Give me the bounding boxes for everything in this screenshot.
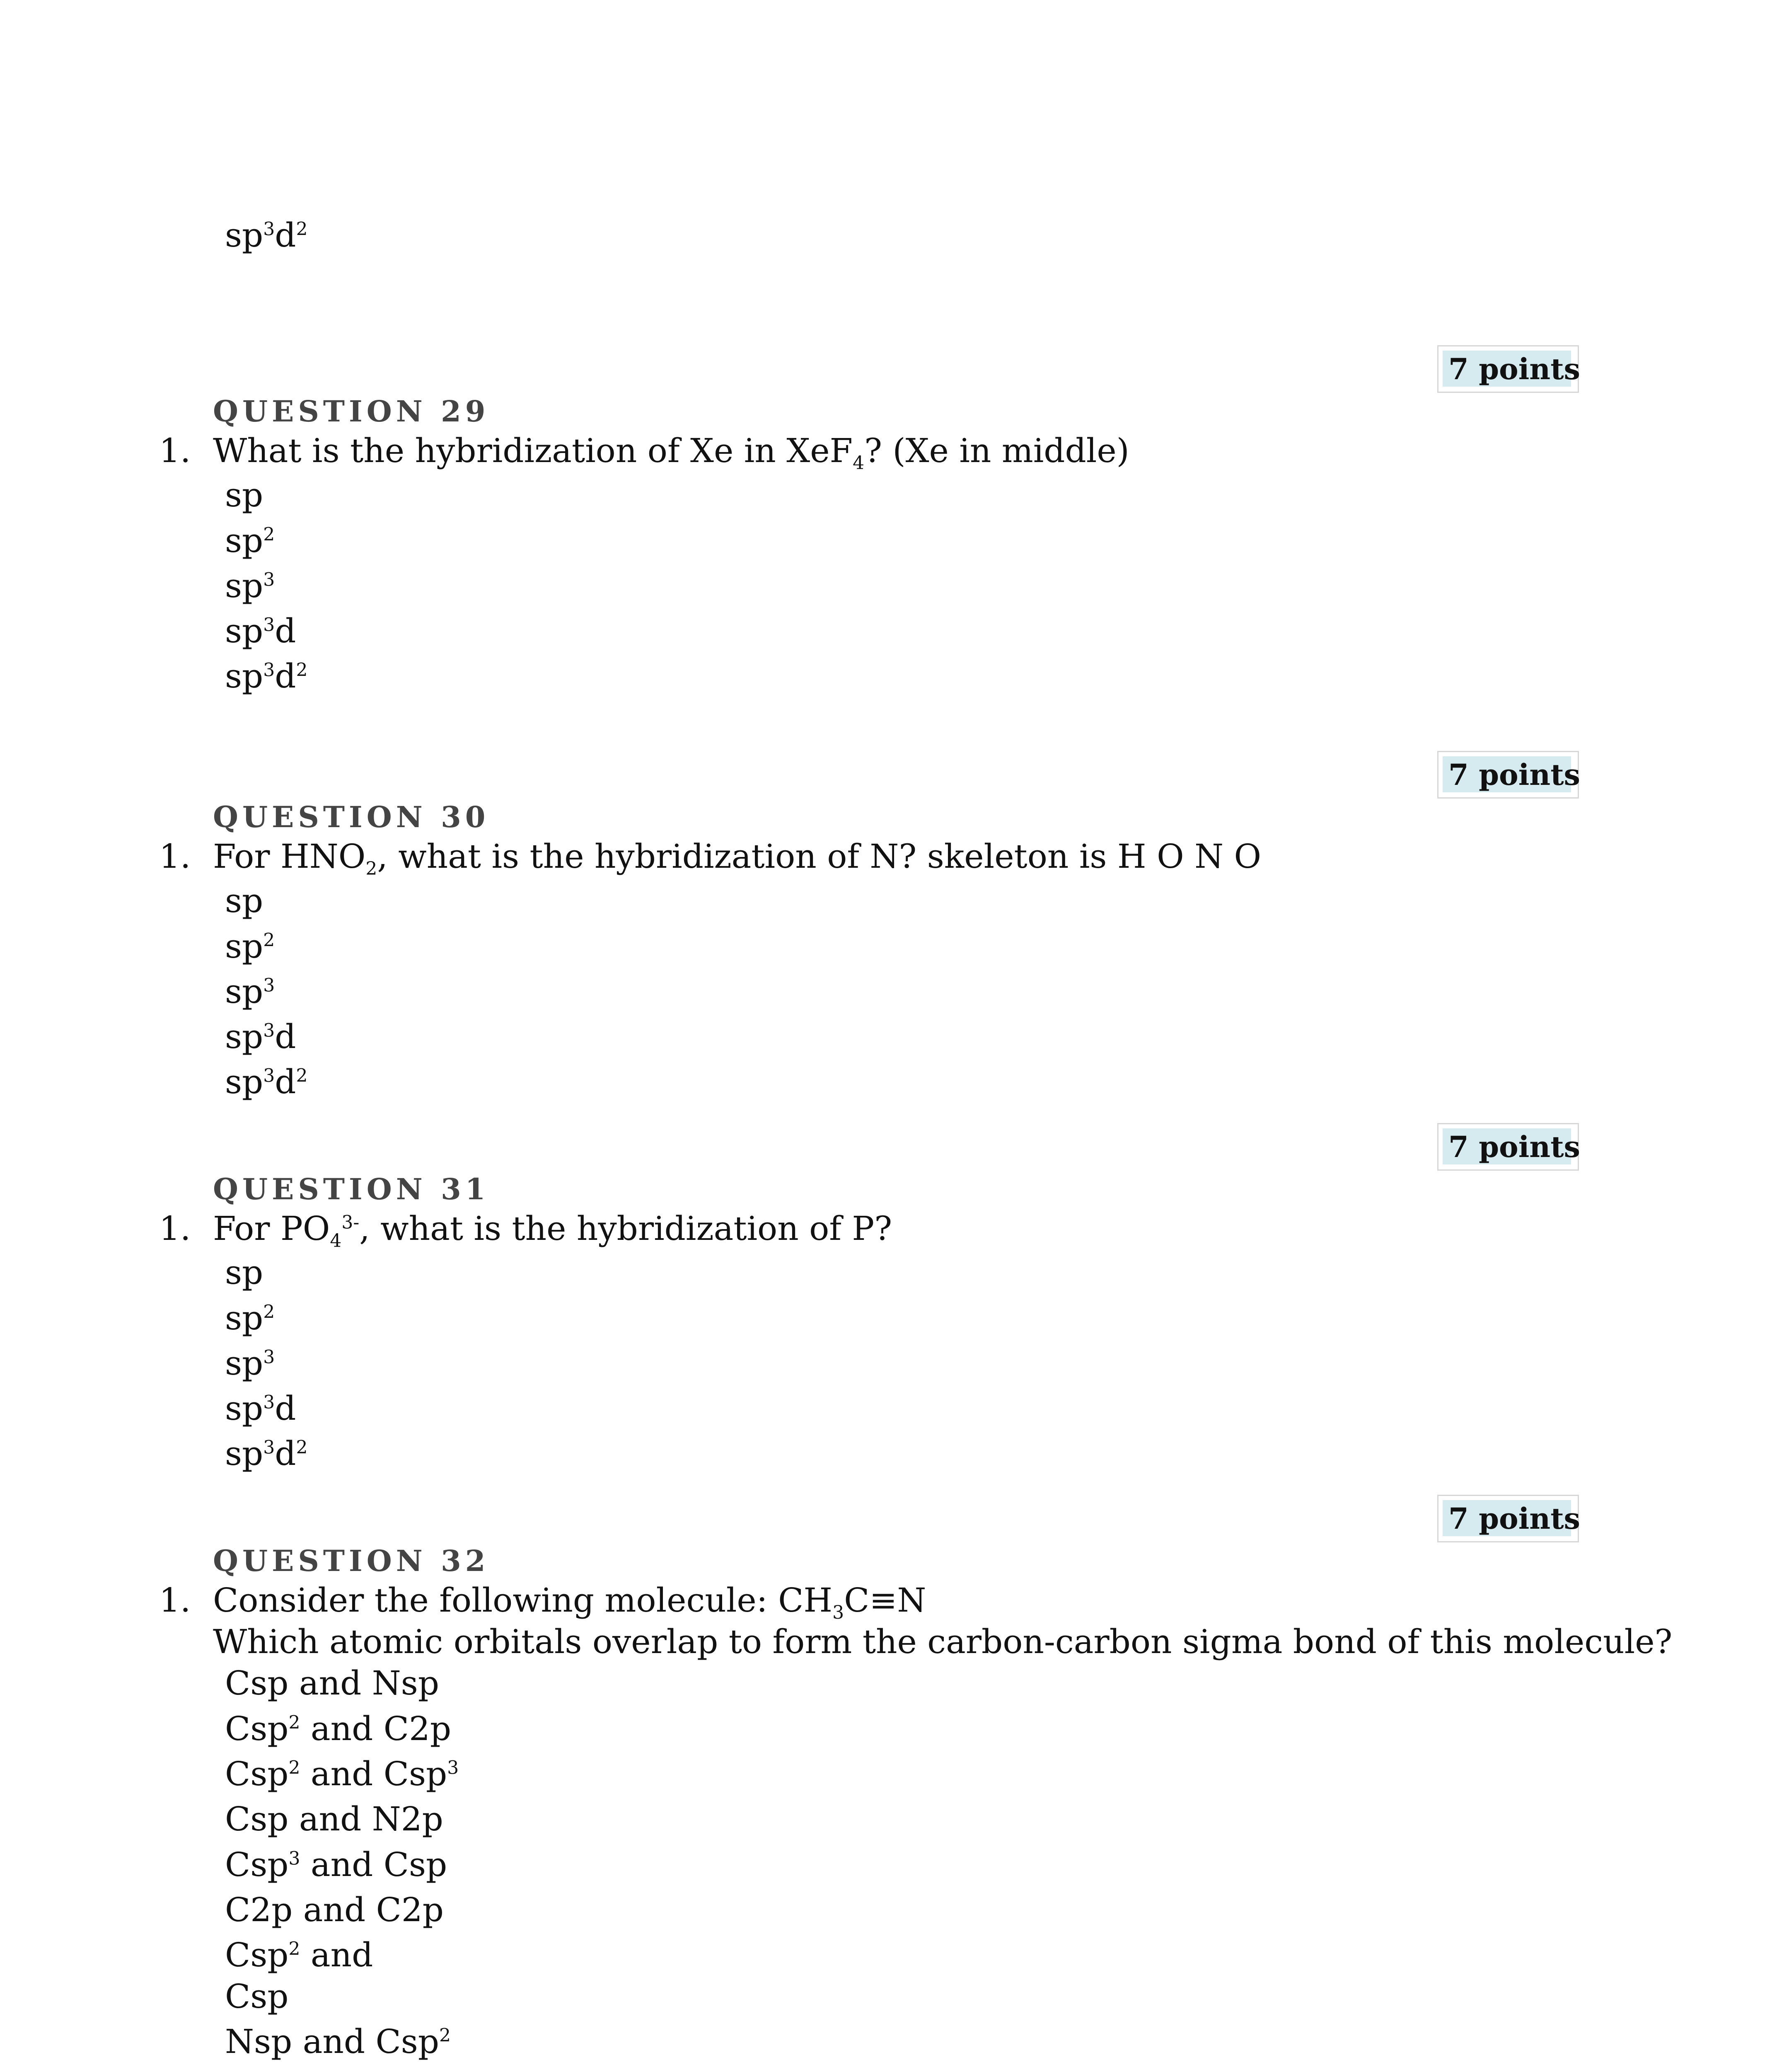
answer-option: sp: [225, 1253, 264, 1292]
points-badge-fill: [1443, 756, 1580, 792]
question-heading: QUESTION 30: [213, 800, 490, 834]
question-number: 1.: [159, 1581, 191, 1619]
question-heading: QUESTION 29: [213, 394, 490, 428]
question-text: For $HNO_2$, what is the hybridization of N? skeleton is H O N O: [213, 837, 1262, 879]
points-label: 7 points: [1448, 1501, 1580, 1536]
question-heading: QUESTION 32: [213, 1544, 490, 1578]
answer-option: $sp^2$: [225, 927, 275, 966]
answer-option: $sp^2$: [225, 521, 275, 560]
question-number: 1.: [159, 837, 191, 876]
answer-option: $sp^3d$: [225, 1017, 296, 1056]
points-badge: [1437, 345, 1579, 393]
question-number: 1.: [159, 431, 191, 470]
answer-option: $sp^3d^2$: [225, 1063, 308, 1101]
option-text: d: [275, 216, 296, 254]
points-label: 7 points: [1448, 758, 1580, 792]
answer-option: sp: [225, 476, 264, 514]
answer-option: $sp^3$: [225, 1344, 275, 1382]
question-text: What is the hybridization of Xe in XeF$_4$? (Xe in middle): [213, 431, 1129, 474]
answer-option: [225, 215, 307, 256]
answer-option: $sp^3d^2$: [225, 1434, 308, 1473]
answer-option: Csp: [225, 1977, 289, 2016]
option-superscript: 2: [296, 218, 308, 240]
answer-option: $sp^3$: [225, 566, 275, 605]
points-label: 7 points: [1448, 1130, 1580, 1164]
points-badge-fill: [1443, 1500, 1580, 1536]
answer-option: $sp^3$: [225, 972, 275, 1011]
answer-option: Nsp and Csp$^2$: [225, 2022, 451, 2061]
option-text: sp: [225, 216, 264, 254]
question-text-line2: Which atomic orbitals overlap to form the carbon-carbon sigma bond of this molecule?: [213, 1622, 1673, 1661]
answer-option: Csp$^2$ and: [225, 1936, 373, 1974]
answer-option: Csp$^3$ and Csp: [225, 1845, 447, 1884]
answer-option: C2p and C2p: [225, 1890, 444, 1929]
answer-option: $sp^2$: [225, 1299, 275, 1337]
question-text: For $PO_4^{3-}$, what is the hybridization of P?: [213, 1209, 892, 1251]
question-text: Consider the following molecule: $CH_3C\equiv N$: [213, 1581, 926, 1623]
answer-option: $sp^3d^2$: [225, 657, 308, 695]
answer-option: Csp and Nsp: [225, 1664, 440, 1702]
answer-option: $sp^3d$: [225, 1389, 296, 1428]
points-badge: [1437, 751, 1579, 799]
question-heading: QUESTION 31: [213, 1172, 490, 1206]
points-badge: [1437, 1123, 1579, 1171]
answer-option: $sp^3d$: [225, 612, 296, 650]
points-label: 7 points: [1448, 352, 1580, 386]
answer-option: sp: [225, 881, 264, 920]
question-number: 1.: [159, 1209, 191, 1248]
answer-option: Csp and N2p: [225, 1800, 443, 1838]
answer-option: Csp$^2$ and C2p: [225, 1709, 452, 1748]
points-badge: [1437, 1495, 1579, 1542]
points-badge-fill: [1443, 1128, 1580, 1164]
points-badge-fill: [1443, 351, 1580, 387]
answer-option: Csp$^2$ and Csp$^3$: [225, 1755, 459, 1793]
option-superscript: 3: [263, 218, 275, 240]
